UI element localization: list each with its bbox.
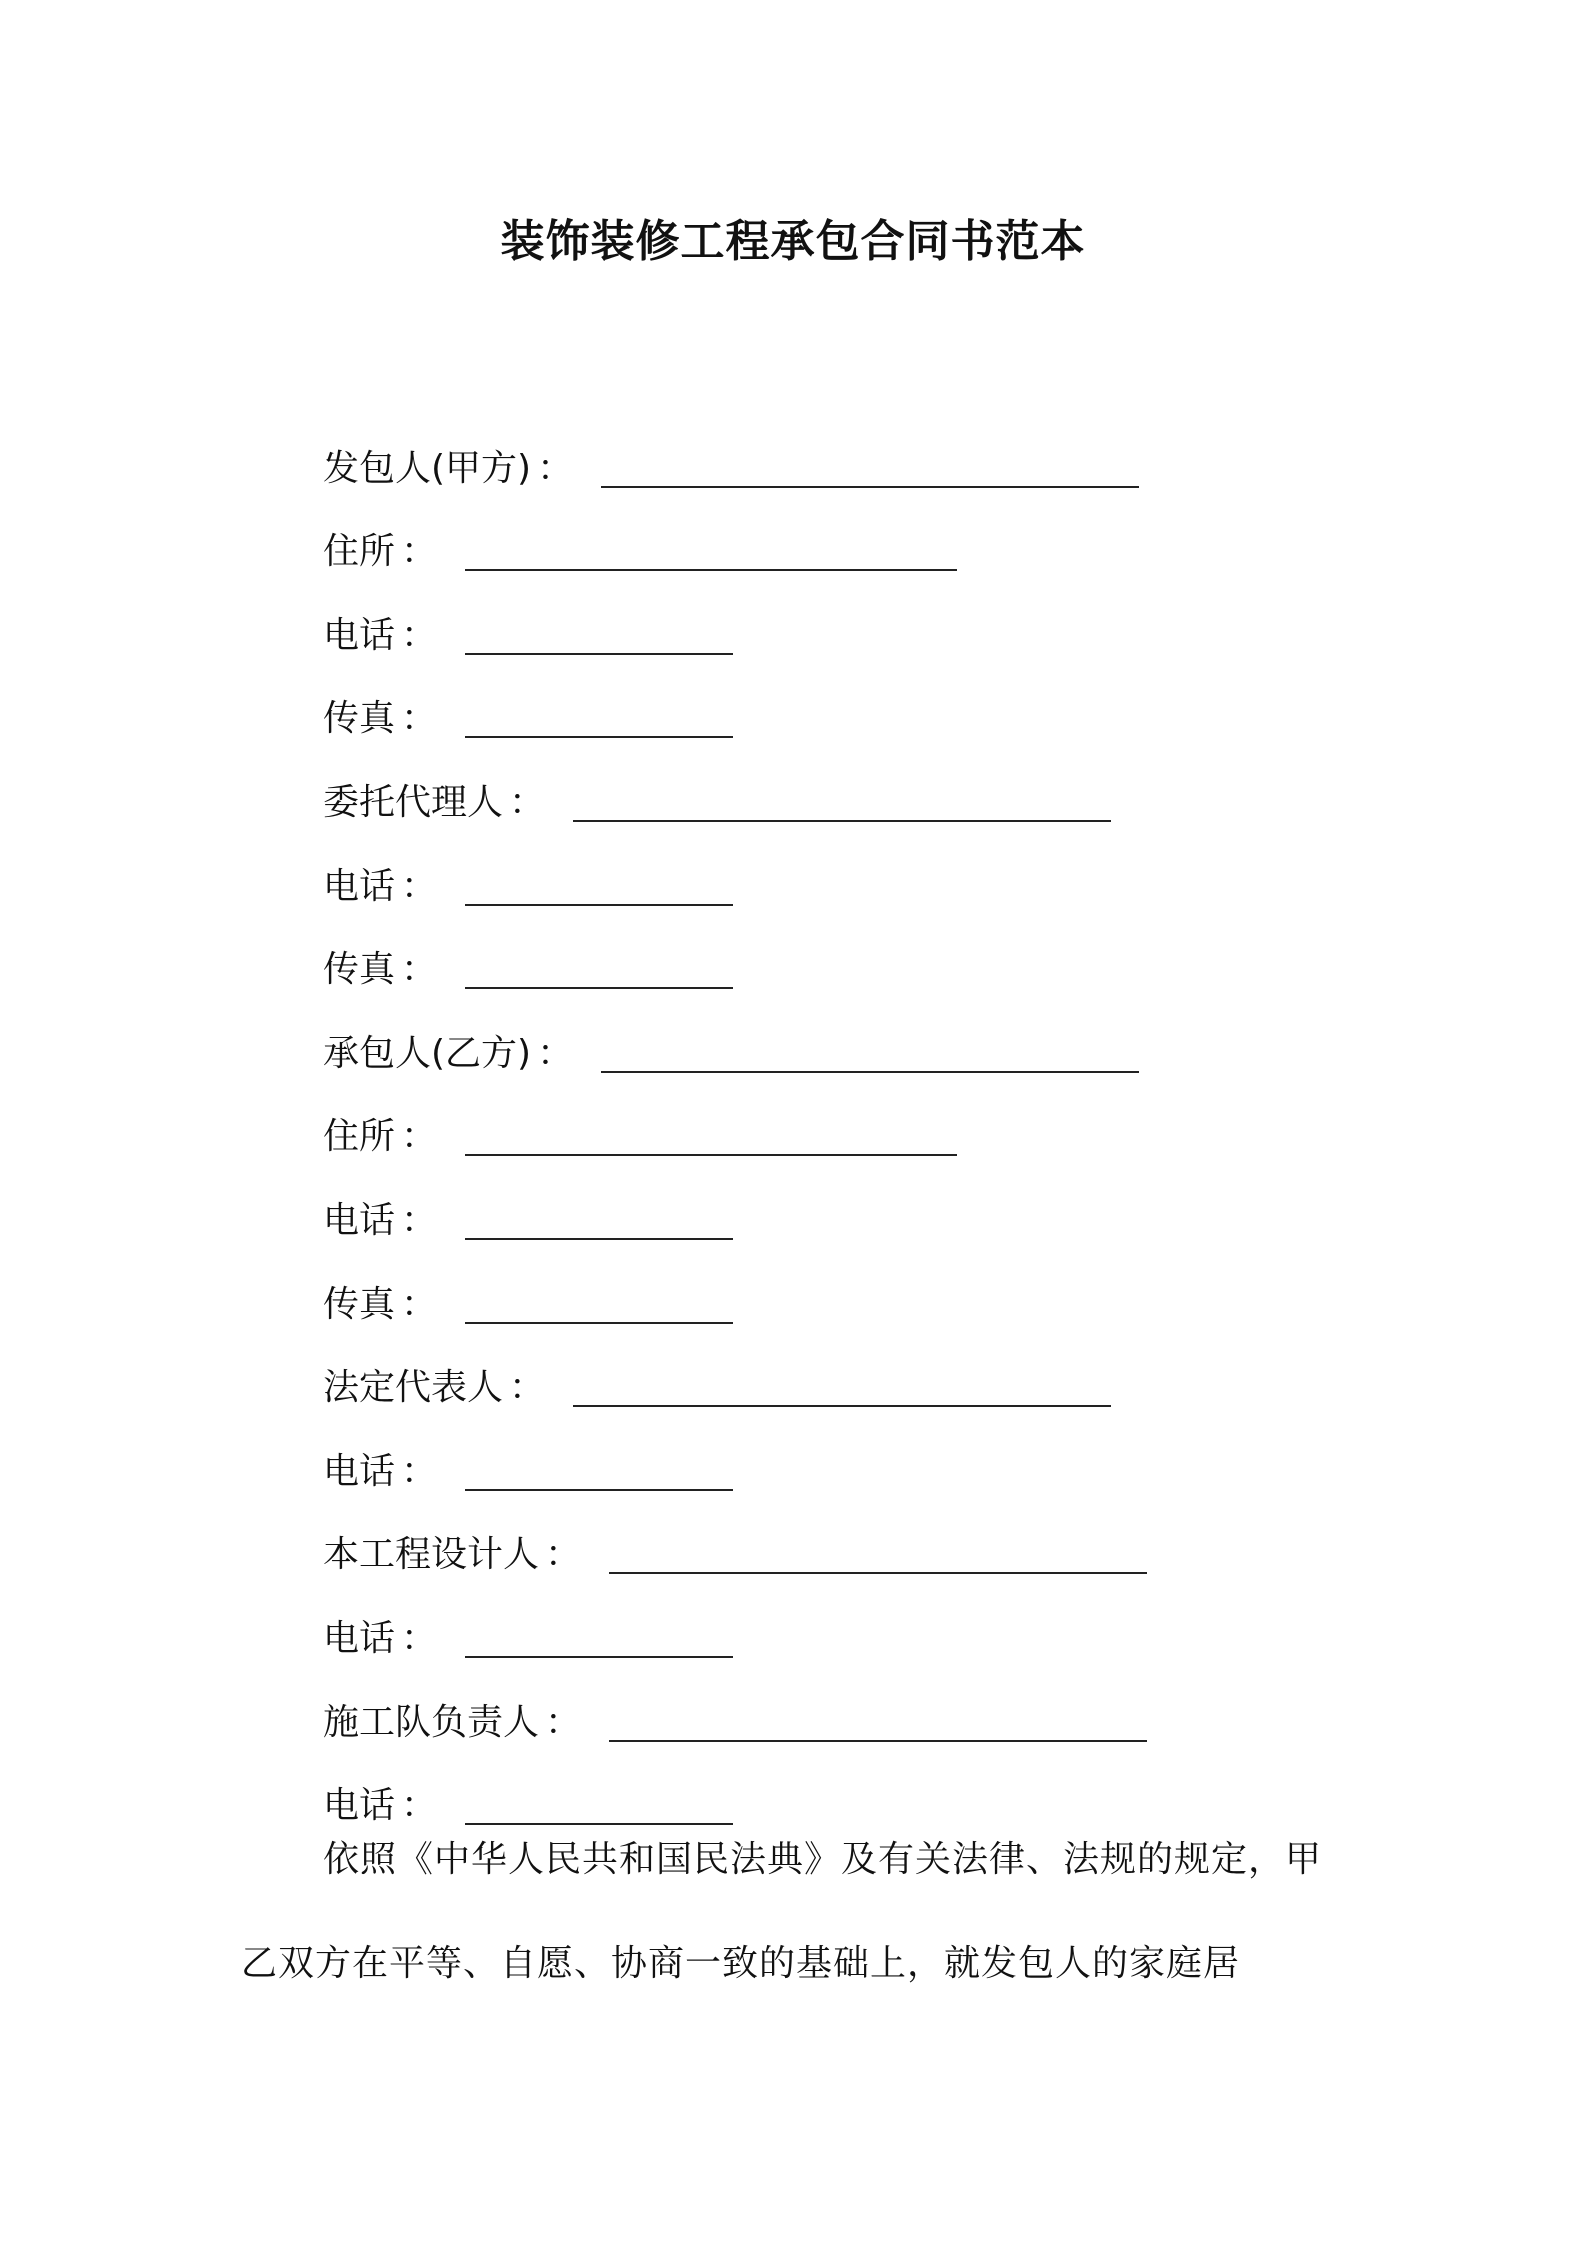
form-field-row [323, 744, 1147, 828]
fill-in-blank[interactable] [601, 446, 1139, 488]
field-colon: ： [401, 1116, 438, 1158]
field-colon: ： [401, 1617, 438, 1659]
field-label: 承包人(乙方) [323, 1032, 532, 1074]
field-label: 传真 [323, 1283, 396, 1325]
fill-in-blank[interactable] [465, 1282, 733, 1324]
fill-in-blank[interactable] [609, 1532, 1147, 1574]
form-field-row [323, 1580, 1147, 1664]
form-field-row [323, 494, 1147, 578]
field-label: 电话 [323, 1785, 396, 1827]
field-label: 电话 [323, 865, 396, 907]
field-label: 电话 [323, 614, 396, 656]
form-field-row [323, 1664, 1147, 1748]
field-label: 电话 [323, 1199, 396, 1241]
field-label: 发包人(甲方) [323, 447, 532, 489]
field-label: 施工队负责人 [323, 1701, 540, 1743]
document-title: 装饰装修工程承包合同书范本 [500, 216, 1086, 267]
contract-preamble: 依照《中华人民共和国民法典》及有关法律、法规的规定，甲乙双方在平等、自愿、协商一致的基础上，就发包人的家庭居 [241, 1839, 1323, 1984]
form-field-row [323, 1330, 1147, 1414]
fill-in-blank[interactable] [465, 1616, 733, 1658]
form-field-row [323, 912, 1147, 996]
field-colon: ： [545, 1534, 582, 1576]
form-field-row [323, 661, 1147, 745]
fill-in-blank[interactable] [465, 529, 957, 571]
field-label: 电话 [323, 1450, 396, 1492]
form-field-row [323, 995, 1147, 1079]
fill-in-blank[interactable] [465, 1198, 733, 1240]
field-colon: ： [509, 781, 546, 823]
field-colon: ： [401, 1199, 438, 1241]
fill-in-blank[interactable] [573, 1365, 1111, 1407]
fill-in-blank[interactable] [465, 1449, 733, 1491]
field-colon: ： [401, 949, 438, 991]
fill-in-blank[interactable] [465, 864, 733, 906]
field-colon: ： [401, 614, 438, 656]
form-field-row [323, 410, 1147, 494]
field-colon: ： [401, 865, 438, 907]
fill-in-blank[interactable] [573, 780, 1111, 822]
field-colon: ： [545, 1701, 582, 1743]
fill-in-blank[interactable] [465, 1114, 957, 1156]
field-colon: ： [537, 1032, 574, 1074]
fill-in-blank[interactable] [601, 1031, 1139, 1073]
field-label: 传真 [323, 949, 396, 991]
form-field-row [323, 1413, 1147, 1497]
form-field-row [323, 1246, 1147, 1330]
fill-in-blank[interactable] [465, 613, 733, 655]
form-field-row [323, 828, 1147, 912]
form-field-row [323, 1079, 1147, 1163]
field-colon: ： [401, 1450, 438, 1492]
field-colon: ： [401, 1283, 438, 1325]
form-field-row [323, 1497, 1147, 1581]
party-fields [323, 410, 1147, 1831]
field-label: 传真 [323, 698, 396, 740]
field-label: 本工程设计人 [323, 1534, 540, 1576]
field-colon: ： [401, 1785, 438, 1827]
field-label: 住所 [323, 1116, 396, 1158]
field-label: 住所 [323, 531, 396, 573]
fill-in-blank[interactable] [465, 696, 733, 738]
field-colon: ： [509, 1367, 546, 1409]
field-colon: ： [537, 447, 574, 489]
form-field-row [323, 577, 1147, 661]
field-label: 委托代理人 [323, 781, 504, 823]
fill-in-blank[interactable] [465, 947, 733, 989]
form-field-row [323, 1162, 1147, 1246]
field-colon: ： [401, 698, 438, 740]
field-label: 电话 [323, 1617, 396, 1659]
field-label: 法定代表人 [323, 1367, 504, 1409]
fill-in-blank[interactable] [609, 1700, 1147, 1742]
field-colon: ： [401, 531, 438, 573]
